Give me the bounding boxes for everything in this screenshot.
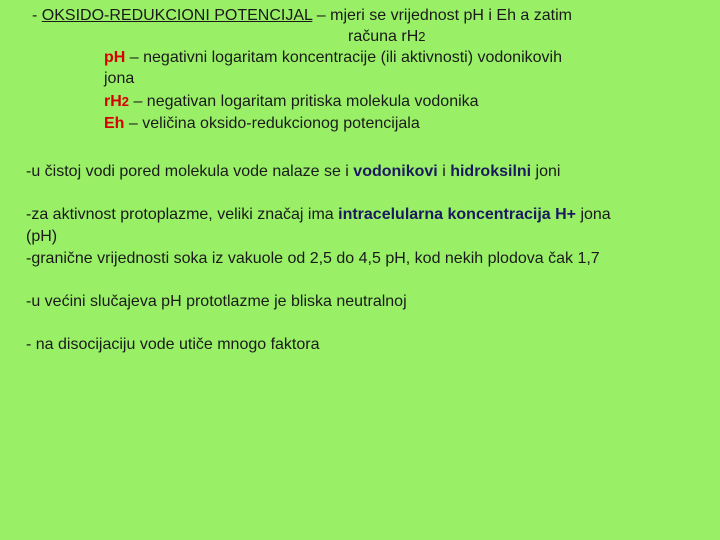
paragraph-water-ions [26,162,560,182]
definition-rh2-term-prefix: rH [104,93,122,110]
para4-text: - na disocijaciju vode utiče mnogo faktora [26,336,320,353]
heading-line-1 [32,6,572,26]
para3-text: -u većini slučajeva pH prototlazme je bliska neutralnoj [26,293,407,310]
heading-term: OKSIDO-REDUKCIONI POTENCIJAL [41,7,313,24]
para2-term-intracellular: intracelularna koncentracija H+ [338,206,576,223]
heading-line2-prefix: računa rH [348,28,419,45]
definition-ph-text: – negativni logaritam koncentracije (ili aktivnosti) vodonikovih [125,49,562,66]
heading-line2-sub: 2 [418,29,426,44]
para2-line2: (pH) [26,228,58,245]
para1-text-a: -u čistoj vodi pored molekula vode nalaze se i [26,163,354,180]
para2-text-a: -za aktivnost protoplazme, veliki značaj ima [26,206,339,223]
definition-eh-text: – veličina oksido-redukcionog potencijala [124,115,420,132]
para2-text-c: jona [576,206,611,223]
paragraph-protoplasm-line2 [26,227,57,247]
heading-dash: - [32,7,42,24]
para1-term-hydroxyl: hidroksilni [450,163,532,180]
definition-eh [104,114,420,134]
paragraph-neutral [26,292,407,312]
definition-rh2-term [104,93,129,110]
heading-rest: – mjeri se vrijednost pH i Eh a zatim [312,7,572,24]
definition-ph-text-2: jona [104,70,135,87]
definition-ph-term: pH [104,49,126,66]
heading-line-2 [348,27,425,47]
paragraph-vacuole-limits [26,249,600,269]
paragraph-dissociation [26,335,320,355]
definition-rh2 [104,92,479,112]
para2-line3: -granične vrijednosti soka iz vakuole od 2,5 do 4,5 pH, kod nekih plodova čak 1,7 [26,250,600,267]
definition-eh-term: Eh [104,115,125,132]
para1-term-hydrogen: vodonikovi [353,163,438,180]
paragraph-protoplasm [26,205,611,225]
definition-rh2-text: – negativan logaritam pritiska molekula vodonika [129,93,479,110]
definition-ph-cont [104,69,134,89]
definition-rh2-term-sub: 2 [121,94,130,109]
para1-text-e: joni [531,163,561,180]
para1-text-c: i [437,163,451,180]
definition-ph [104,48,562,68]
